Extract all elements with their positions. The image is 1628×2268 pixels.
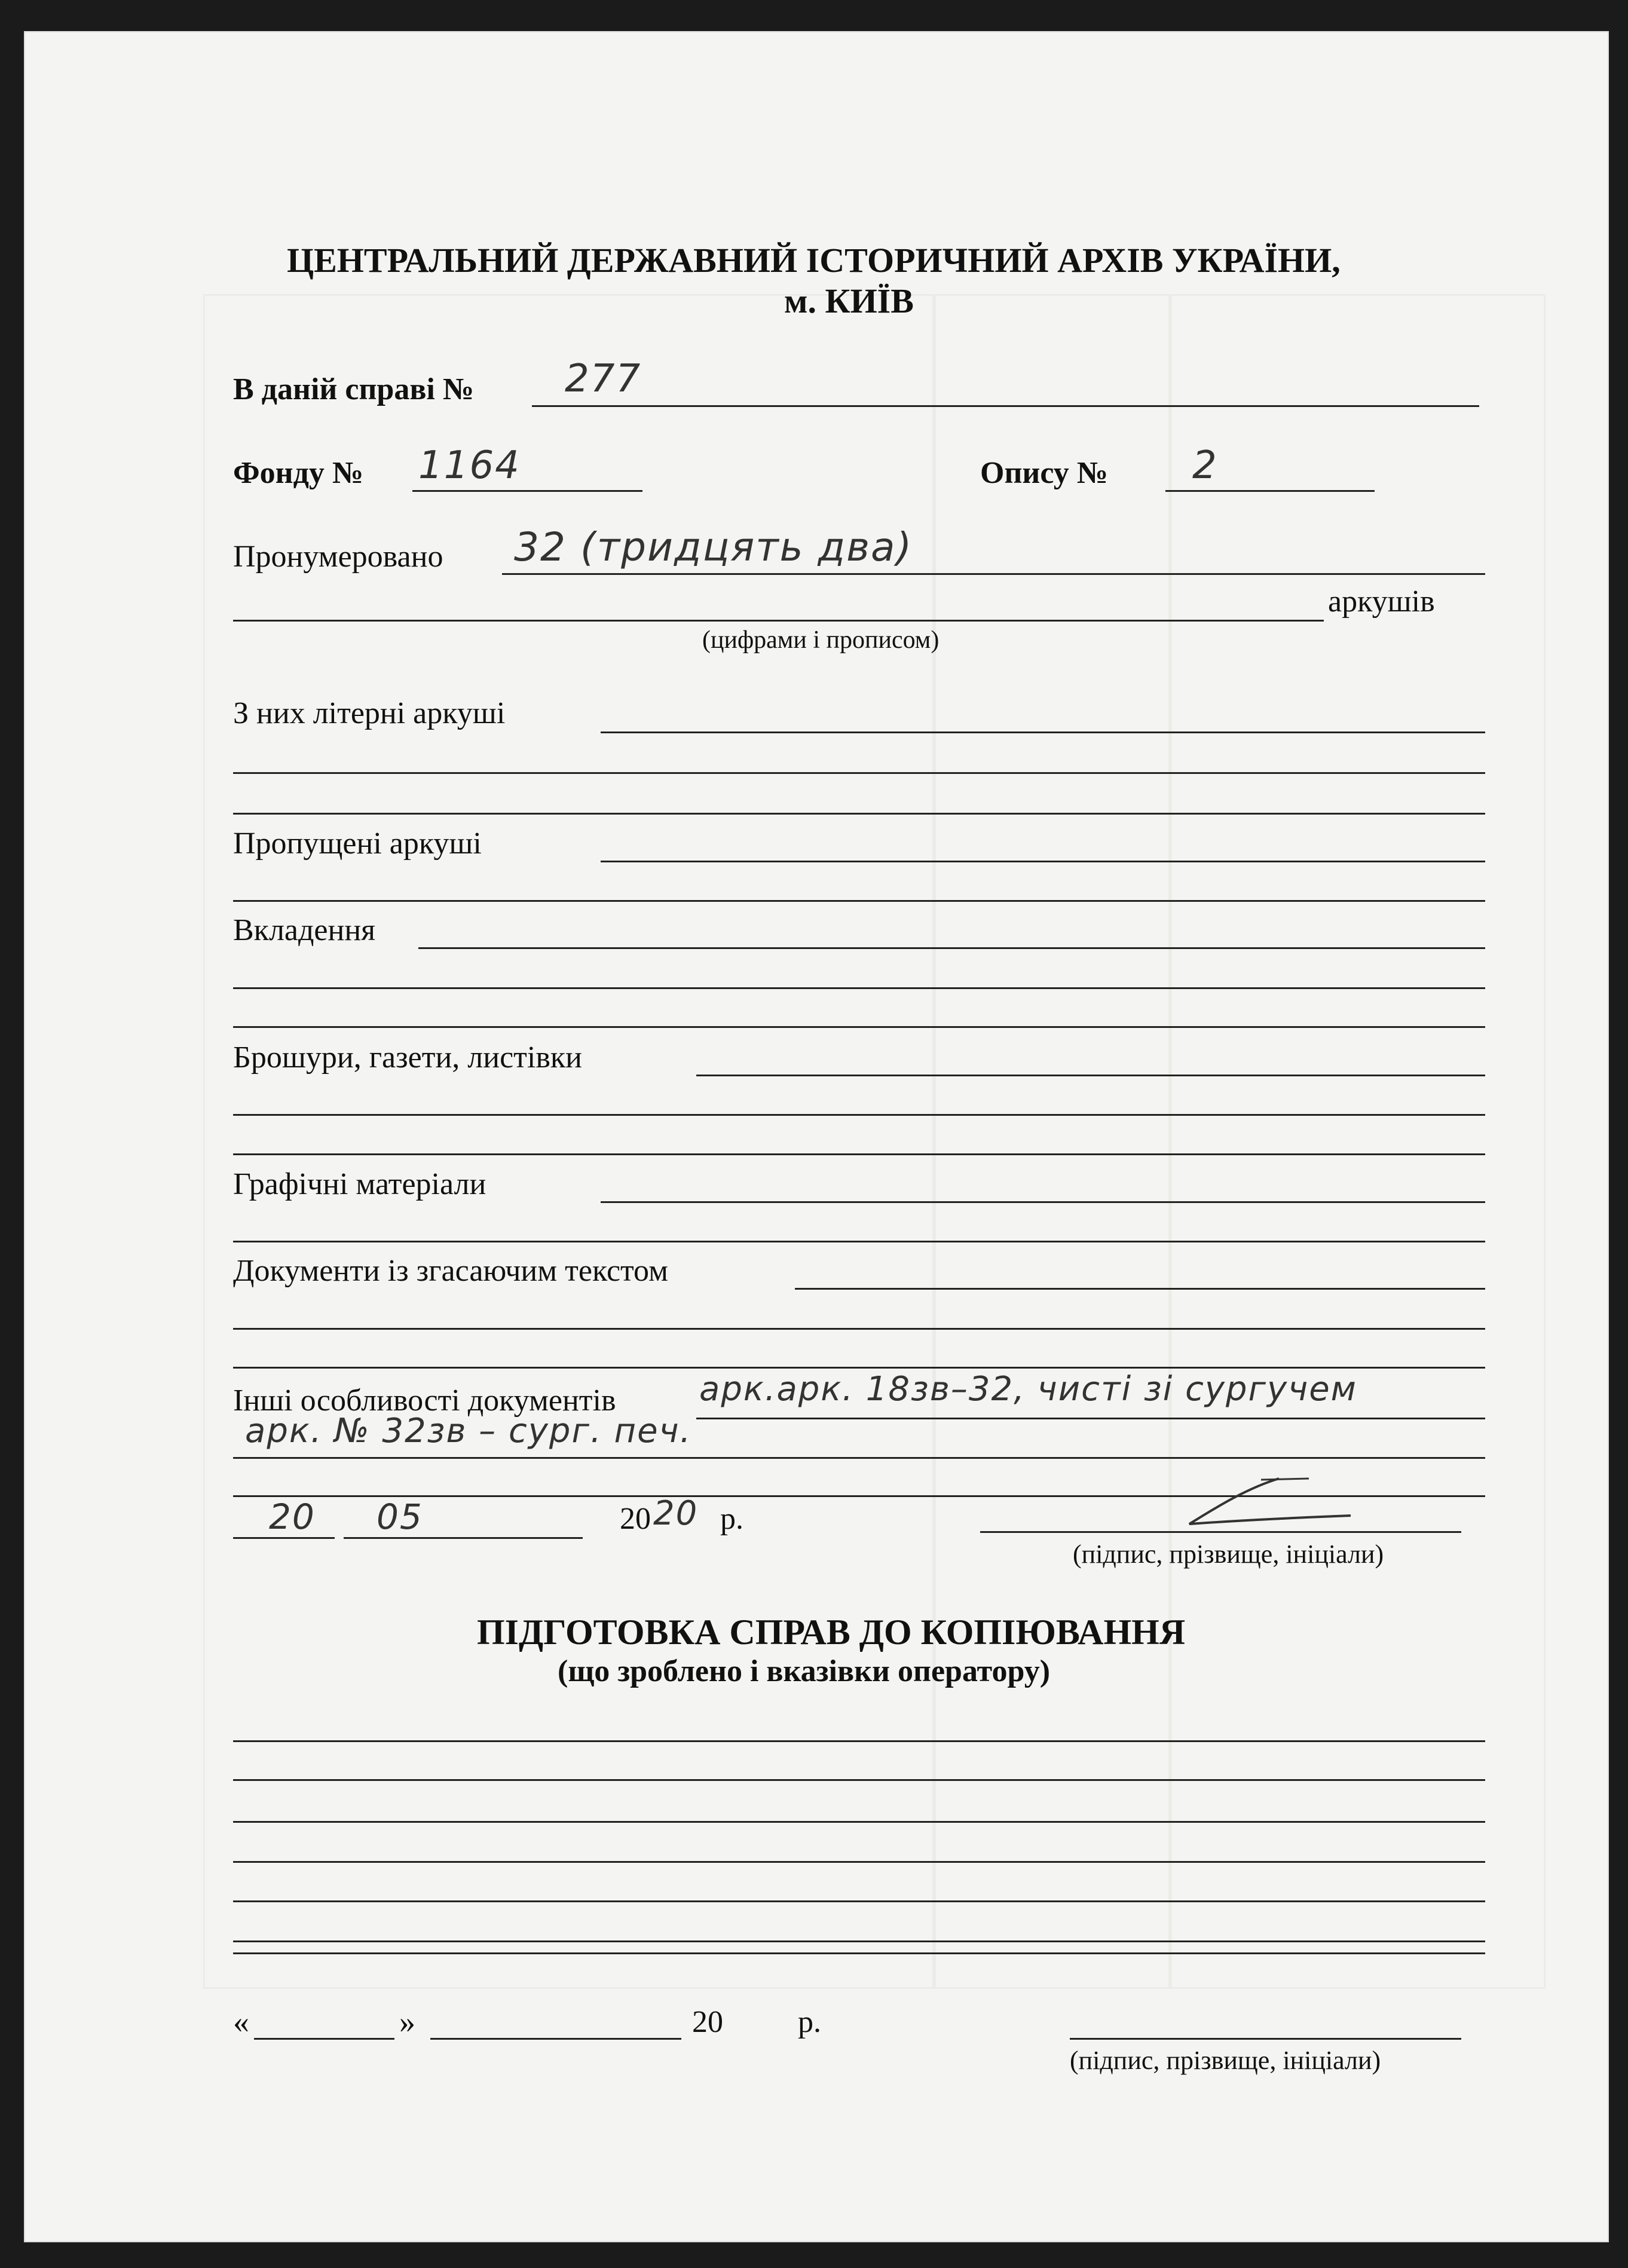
case-value: 277 — [565, 357, 642, 401]
graphics-line — [601, 1201, 1485, 1203]
opys-line — [1165, 490, 1375, 492]
copying-line-2 — [233, 1779, 1485, 1781]
other-features-label: Інші особливості документів — [233, 1384, 616, 1418]
literal-sheets-line — [601, 731, 1485, 733]
faded-text-line-3 — [233, 1367, 1485, 1369]
copying-line-6 — [233, 1940, 1485, 1942]
date1-month-line — [344, 1537, 583, 1539]
date1-suffix: р. — [720, 1502, 743, 1536]
copying-subtitle: (що зроблено і вказівки оператору) — [558, 1654, 1051, 1688]
copying-title: ПІДГОТОВКА СПРАВ ДО КОПІЮВАННЯ — [477, 1612, 1186, 1652]
archive-title: ЦЕНТРАЛЬНИЙ ДЕРЖАВНИЙ ІСТОРИЧНИЙ АРХІВ УКРАЇНИ, — [287, 241, 1341, 280]
faded-text-line — [795, 1288, 1485, 1290]
date1-month: 05 — [377, 1496, 423, 1537]
date1-year-prefix: 20 — [620, 1502, 651, 1536]
brochures-label: Брошури, газети, листівки — [233, 1040, 582, 1075]
fond-value: 1164 — [418, 443, 521, 488]
date2-suffix: р. — [798, 2005, 821, 2039]
attachments-line-2 — [233, 987, 1485, 989]
signature-caption-2: (підпис, прізвище, ініціали) — [1070, 2046, 1381, 2075]
date2-close-quote: » — [399, 2004, 415, 2040]
other-features-line-2 — [233, 1457, 1485, 1459]
missing-sheets-line — [601, 861, 1485, 862]
brochures-line-2 — [233, 1114, 1485, 1116]
date1-day-line — [233, 1537, 335, 1539]
opys-value: 2 — [1192, 443, 1218, 488]
fond-label: Фонду № — [233, 456, 364, 490]
date2-day-line — [254, 2038, 394, 2040]
literal-sheets-line-2 — [233, 772, 1485, 774]
other-features-value-2: арк. № 32зв – сург. печ. — [245, 1412, 692, 1450]
attachments-label: Вкладення — [233, 913, 376, 947]
numbered-line-2 — [233, 620, 1324, 622]
case-line — [532, 405, 1479, 407]
attachments-line-3 — [233, 1026, 1485, 1028]
signature-mark — [1171, 1471, 1363, 1537]
literal-sheets-line-3 — [233, 813, 1485, 815]
missing-sheets-line-2 — [233, 900, 1485, 902]
signature-caption: (підпис, прізвище, ініціали) — [1073, 1539, 1384, 1569]
numbered-label: Пронумеровано — [233, 540, 443, 574]
other-features-value-1: арк.арк. 18зв–32, чисті зі сургучем — [699, 1370, 1357, 1409]
brochures-line-3 — [233, 1153, 1485, 1155]
other-features-line — [696, 1418, 1485, 1419]
copying-line-5 — [233, 1900, 1485, 1902]
date2-month-line — [430, 2038, 681, 2040]
date1-day: 20 — [269, 1496, 316, 1537]
copying-line-4 — [233, 1861, 1485, 1863]
archive-city: м. КИЇВ — [784, 281, 914, 320]
fond-line — [412, 490, 642, 492]
case-label: В даній справі № — [233, 372, 475, 406]
numbered-value: 32 (тридцять два) — [514, 524, 913, 570]
literal-sheets-label: З них літерні аркуші — [233, 696, 506, 730]
faded-text-label: Документи із згасаючим текстом — [233, 1254, 668, 1288]
copying-line-1 — [233, 1740, 1485, 1742]
graphics-line-2 — [233, 1241, 1485, 1242]
date1-year: 20 — [653, 1494, 699, 1533]
faded-text-line-2 — [233, 1328, 1485, 1330]
attachments-line — [418, 947, 1485, 949]
show-through-column — [932, 294, 936, 1989]
brochures-line — [696, 1075, 1485, 1076]
date2-year-prefix: 20 — [692, 2005, 723, 2039]
signature-line-2 — [1070, 2038, 1461, 2040]
show-through-column — [1168, 294, 1172, 1989]
opys-label: Опису № — [980, 456, 1109, 490]
copying-line-7 — [233, 1952, 1485, 1954]
copying-line-3 — [233, 1821, 1485, 1823]
date2-open-quote: « — [233, 2004, 249, 2040]
missing-sheets-label: Пропущені аркуші — [233, 827, 482, 861]
numbered-hint: (цифрами і прописом) — [702, 626, 940, 654]
document-page — [24, 31, 1609, 2242]
numbered-suffix: аркушів — [1328, 584, 1435, 619]
graphics-label: Графічні матеріали — [233, 1167, 486, 1201]
numbered-line — [502, 573, 1485, 575]
